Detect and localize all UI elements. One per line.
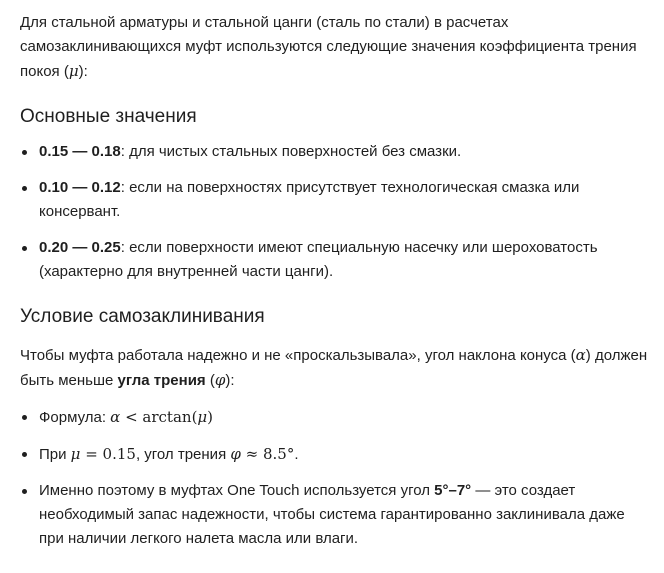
formula-operator: < arctan(: [120, 408, 198, 426]
friction-angle-term: угла трения: [117, 372, 206, 389]
example-end: .: [294, 446, 299, 463]
value-description: : если поверхности имеют специальную насечку или шероховатость (характерно для внутренней части цанги).: [39, 239, 598, 280]
example-mid: , угол трения: [135, 446, 231, 463]
example-lead: При: [39, 446, 71, 463]
section-heading-basic-values: Основные значения: [20, 106, 197, 127]
list-item: [20, 479, 650, 551]
mu-symbol: μ: [197, 408, 208, 426]
list-item: [20, 176, 650, 224]
list-item: [20, 236, 650, 284]
alpha-symbol: α: [110, 408, 121, 426]
formula-label: Формула:: [39, 409, 111, 426]
condition-text: Чтобы муфта работала надежно и не «проскальзывала», угол наклона конуса (: [20, 347, 576, 364]
section-heading-self-locking-condition: Условие самозаклинивания: [20, 306, 265, 327]
basic-values-list: [20, 140, 650, 284]
mu-value: = 0.15: [80, 445, 136, 463]
value-description: : если на поверхностях присутствует технологическая смазка или консервант.: [39, 179, 580, 220]
value-range: 0.20 — 0.25: [39, 239, 121, 256]
phi-symbol: φ: [214, 371, 226, 389]
alpha-symbol: α: [575, 346, 586, 364]
list-item: [20, 442, 650, 467]
note-text: — это создает необходимый запас надежности, чтобы система гарантированно заклинивала даже при наличии легкого налета масла или влаги.: [39, 482, 625, 547]
intro-text: Для стальной арматуры и стальной цанги (сталь по стали) в расчетах самозаклинивающихся муфт используются следующие значения коэффициента трения покоя (: [20, 14, 637, 80]
intro-tail: ):: [78, 63, 88, 80]
condition-text: (: [205, 372, 215, 389]
list-item: [20, 405, 650, 430]
intro-paragraph: [20, 11, 650, 84]
formula-close: ): [207, 408, 214, 426]
phi-value: ≈ 8.5°: [240, 445, 295, 463]
condition-text: ):: [225, 372, 235, 389]
list-item: [20, 140, 650, 164]
value-range: 0.15 — 0.18: [39, 143, 121, 160]
condition-text: ) должен быть меньше: [20, 347, 648, 389]
note-text: Именно поэтому в муфтах One Touch используется угол: [39, 482, 435, 499]
condition-list: [20, 405, 650, 551]
cone-angle-range: 5°–7°: [434, 482, 472, 499]
condition-paragraph: [20, 343, 650, 393]
document-body: [20, 11, 650, 551]
mu-symbol: μ: [70, 445, 81, 463]
value-description: : для чистых стальных поверхностей без смазки.: [120, 143, 462, 160]
value-range: 0.10 — 0.12: [39, 179, 121, 196]
phi-symbol: φ: [230, 445, 241, 463]
mu-symbol: μ: [68, 62, 79, 80]
